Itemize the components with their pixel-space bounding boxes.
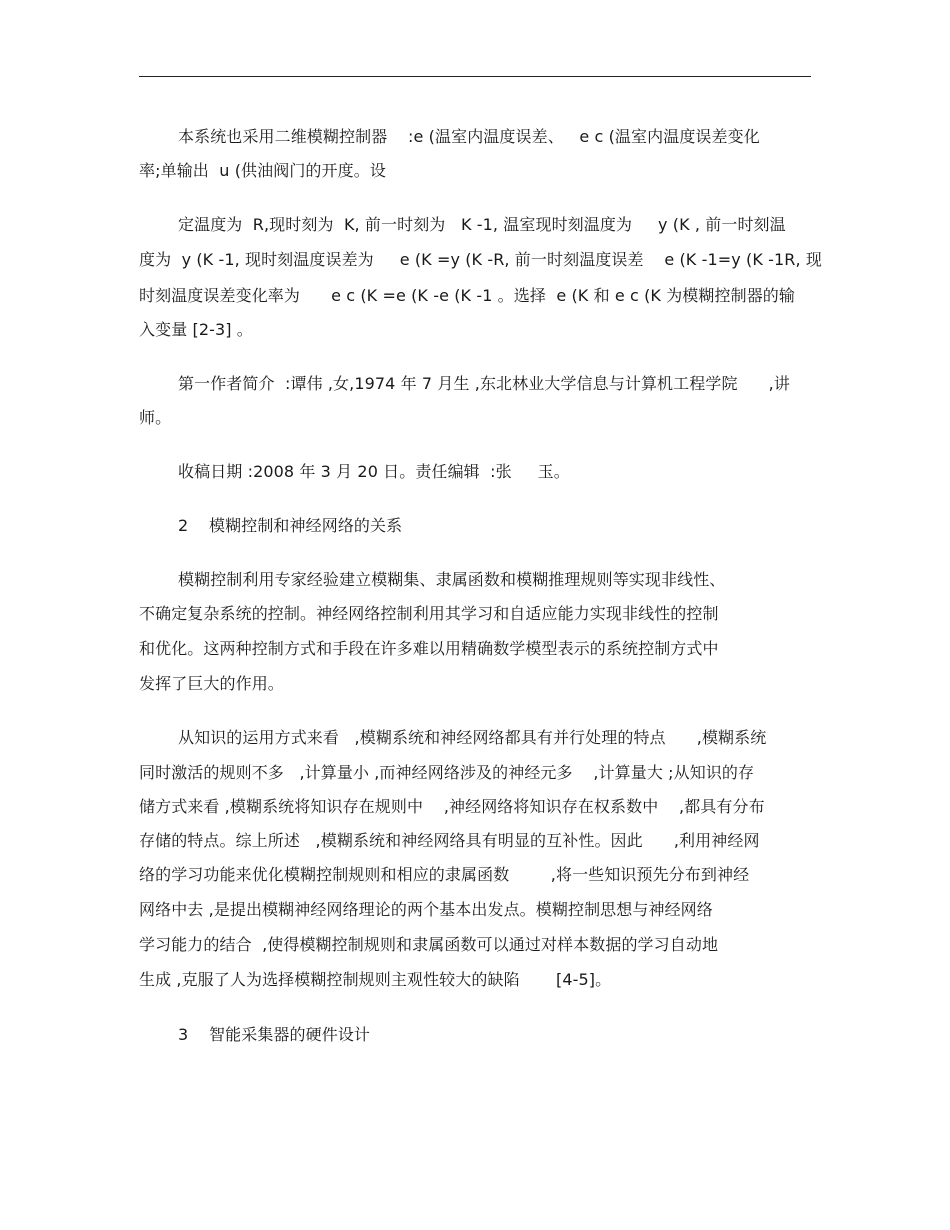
paragraph-4-line-8: 生成 ,克服了人为选择模糊控制规则主观性较大的缺陷 [4-5]。 [139, 970, 612, 989]
paragraph-3-line-3: 和优化。这两种控制方式和手段在许多难以用精确数学模型表示的系统控制方式中 [139, 639, 719, 658]
paragraph-4-line-6: 网络中去 ,是提出模糊神经网络理论的两个基本出发点。模糊控制思想与神经网络 [139, 900, 713, 919]
paragraph-2-line-2: 度为 y (K -1, 现时刻温度误差为 e (K =y (K -R, 前一时刻温度误差 e (K -1=y (K -1R, 现 [139, 250, 822, 269]
paragraph-2-line-4: 入变量 [2-3] 。 [139, 320, 253, 339]
paragraph-1-line-2: 率;单输出 u (供油阀门的开度。设 [139, 161, 386, 180]
paragraph-1-line-1: 本系统也采用二维模糊控制器 :e (温室内温度误差、 e c (温室内温度误差变化 [178, 127, 760, 146]
author-bio-line-2: 师。 [139, 408, 172, 427]
paragraph-2-line-3: 时刻温度误差变化率为 e c (K =e (K -e (K -1 。选择 e (K 和 e c (K 为模糊控制器的输 [139, 286, 796, 305]
paragraph-4-line-1: 从知识的运用方式来看 ,模糊系统和神经网络都具有并行处理的特点 ,模糊系统 [178, 728, 767, 747]
paragraph-4-line-3: 储方式来看 ,模糊系统将知识存在规则中 ,神经网络将知识存在权系数中 ,都具有分布 [139, 797, 765, 816]
received-date-line: 收稿日期 :2008 年 3 月 20 日。责任编辑 :张 玉。 [178, 462, 570, 481]
section-2-heading: 2 模糊控制和神经网络的关系 [178, 516, 403, 535]
paragraph-4-line-4: 存储的特点。综上所述 ,模糊系统和神经网络具有明显的互补性。因此 ,利用神经网 [139, 831, 760, 850]
section-3-heading: 3 智能采集器的硬件设计 [178, 1025, 371, 1044]
paragraph-3-line-1: 模糊控制利用专家经验建立模糊集、隶属函数和模糊推理规则等实现非线性、 [178, 570, 726, 589]
paragraph-3-line-2: 不确定复杂系统的控制。神经网络控制利用其学习和自适应能力实现非线性的控制 [139, 604, 719, 623]
paragraph-2-line-1: 定温度为 R,现时刻为 K, 前一时刻为 K -1, 温室现时刻温度为 y (K , 前一时刻温 [178, 215, 786, 234]
paragraph-4-line-2: 同时激活的规则不多 ,计算量小 ,而神经网络涉及的神经元多 ,计算量大 ;从知识的存 [139, 763, 755, 782]
paragraph-3-line-4: 发挥了巨大的作用。 [139, 674, 284, 693]
author-bio-line-1: 第一作者简介 :谭伟 ,女,1974 年 7 月生 ,东北林业大学信息与计算机工程学院 ,讲 [178, 374, 790, 393]
paragraph-4-line-5: 络的学习功能来优化模糊控制规则和相应的隶属函数 ,将一些知识预先分布到神经 [139, 865, 750, 884]
header-rule [139, 76, 811, 77]
paragraph-4-line-7: 学习能力的结合 ,使得模糊控制规则和隶属函数可以通过对样本数据的学习自动地 [139, 935, 719, 954]
